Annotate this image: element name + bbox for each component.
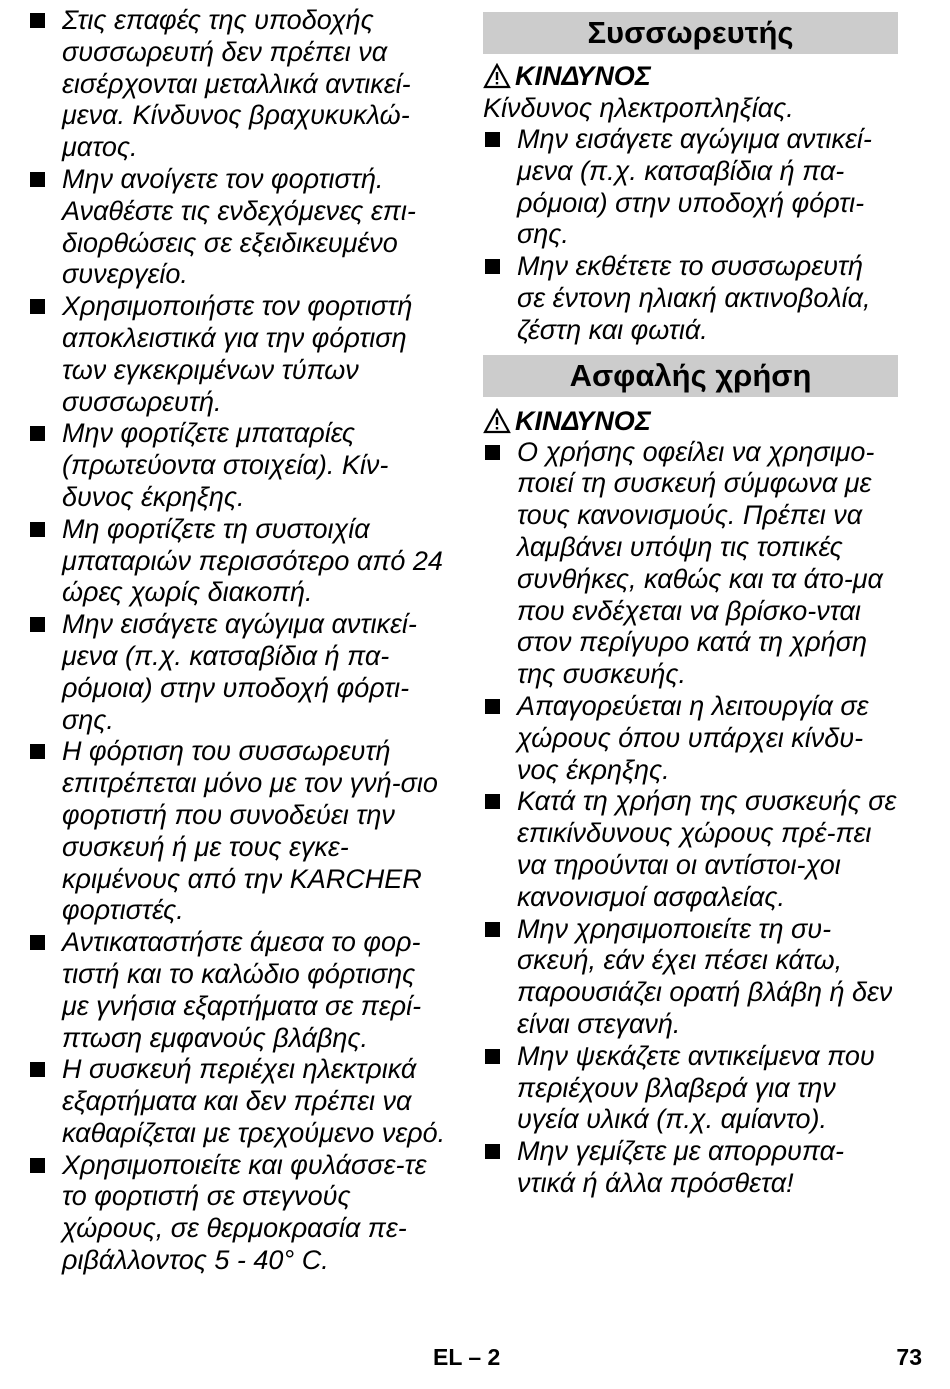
danger-label: ΚΙΝΔΥΝΟΣ bbox=[483, 405, 898, 437]
bullet-square-icon bbox=[30, 426, 45, 441]
bullet-square-icon bbox=[485, 259, 500, 274]
bullet-square-icon bbox=[30, 744, 45, 759]
danger-label: ΚΙΝΔΥΝΟΣ bbox=[483, 60, 898, 92]
bullet-square-icon bbox=[30, 1158, 45, 1173]
list-item: Μην ψεκάζετε αντικείμενα που περιέχουν βλαβερά για την υγεία υλικά (π.χ. αμίαντο). bbox=[483, 1041, 898, 1136]
bullet-square-icon bbox=[30, 13, 45, 28]
bullet-square-icon bbox=[30, 172, 45, 187]
battery-bullet-list bbox=[483, 124, 898, 347]
list-item: Κατά τη χρήση της συσκευής σε επικίνδυνους χώρους πρέ-πει να τηρούνται οι αντίστοι-χοι κανονισμοί ασφαλείας. bbox=[483, 786, 898, 913]
list-item: Μην εισάγετε αγώγιμα αντικεί-μενα (π.χ. κατσαβίδια ή πα-ρόμοια) στην υποδοχή φόρτι-σης. bbox=[483, 124, 898, 251]
bullet-square-icon bbox=[485, 1049, 500, 1064]
list-item: Η φόρτιση του συσσωρευτή επιτρέπεται μόνο με τον γνή-σιο φορτιστή που συνοδεύει την συσκευή ή με τους εγκε-κριμένους από την KARCHER φορτιστές. bbox=[28, 736, 448, 927]
bullet-square-icon bbox=[485, 445, 500, 460]
list-item: Μην φορτίζετε μπαταρίες (πρωτεύοντα στοιχεία). Κίν-δυνος έκρηξης. bbox=[28, 418, 448, 513]
list-item: Μην γεμίζετε με απορρυπα-ντικά ή άλλα πρόσθετα! bbox=[483, 1136, 898, 1200]
safe-use-bullet-list bbox=[483, 437, 898, 1200]
section-heading-battery: Συσσωρευτής bbox=[483, 12, 898, 54]
danger-intro: Κίνδυνος ηλεκτροπληξίας. bbox=[483, 93, 794, 123]
list-item: Χρησιμοποιήστε τον φορτιστή αποκλειστικά για την φόρτιση των εγκεκριμένων τύπων συσσωρευτή. bbox=[28, 291, 448, 418]
left-bullet-list bbox=[28, 5, 448, 1277]
list-item: Στις επαφές της υποδοχής συσσωρευτή δεν πρέπει να εισέρχονται μεταλλικά αντικεί-μενα. Κίνδυνος βραχυκυκλώ-ματος. bbox=[28, 5, 448, 164]
list-item: Αντικαταστήστε άμεσα το φορ-τιστή και το καλώδιο φόρτισης με γνήσια εξαρτήματα σε περί-πτωση εμφανούς βλάβης. bbox=[28, 927, 448, 1054]
page-number: 73 bbox=[896, 1344, 922, 1370]
list-item: Η συσκευή περιέχει ηλεκτρικά εξαρτήματα και δεν πρέπει να καθαρίζεται με τρεχούμενο νερό. bbox=[28, 1054, 448, 1149]
list-item: Μην ανοίγετε τον φορτιστή. Αναθέστε τις ενδεχόμενες επι-διορθώσεις σε εξειδικευμένο συνεργείο. bbox=[28, 164, 448, 291]
list-item: Μην εκθέτετε το συσσωρευτή σε έντονη ηλιακή ακτινοβολία, ζέστη και φωτιά. bbox=[483, 251, 898, 346]
bullet-square-icon bbox=[485, 922, 500, 937]
bullet-square-icon bbox=[485, 1144, 500, 1159]
left-column bbox=[28, 5, 448, 1277]
bullet-square-icon bbox=[485, 699, 500, 714]
list-item: Απαγορεύεται η λειτουργία σε χώρους όπου υπάρχει κίνδυ-νος έκρηξης. bbox=[483, 691, 898, 786]
battery-section bbox=[483, 12, 898, 347]
bullet-square-icon bbox=[30, 935, 45, 950]
list-item: Χρησιμοποιείτε και φυλάσσε-τε το φορτιστή σε στεγνούς χώρους, σε θερμοκρασία πε-ριβάλλοντος 5 - 40° C. bbox=[28, 1150, 448, 1277]
list-item: Μην εισάγετε αγώγιμα αντικεί-μενα (π.χ. κατσαβίδια ή πα-ρόμοια) στην υποδοχή φόρτι-σης. bbox=[28, 609, 448, 736]
list-item: Μην χρησιμοποιείτε τη συ-σκευή, εάν έχει πέσει κάτω, παρουσιάζει ορατή βλάβη ή δεν είναι στεγανή. bbox=[483, 914, 898, 1041]
bullet-square-icon bbox=[30, 299, 45, 314]
warning-triangle-icon bbox=[483, 63, 511, 89]
list-item: Μη φορτίζετε τη συστοιχία μπαταριών περισσότερο από 24 ώρες χωρίς διακοπή. bbox=[28, 514, 448, 609]
bullet-square-icon bbox=[30, 1062, 45, 1077]
warning-triangle-icon bbox=[483, 408, 511, 434]
bullet-square-icon bbox=[485, 794, 500, 809]
right-column bbox=[483, 12, 898, 1200]
section-heading-safe-use: Ασφαλής χρήση bbox=[483, 355, 898, 397]
bullet-square-icon bbox=[30, 617, 45, 632]
safe-use-section bbox=[483, 355, 898, 1200]
list-item: Ο χρήσης οφείλει να χρησιμο-ποιεί τη συσκευή σύμφωνα με τους κανονισμούς. Πρέπει να λαμβάνει υπόψη τις τοπικές συνθήκες, καθώς και τα άτο-μα που ενδέχεται να βρίσκο-νται στον περίγυρο κατά τη χρήση της συσκευής. bbox=[483, 437, 898, 691]
footer-section-label: EL – 2 bbox=[433, 1344, 501, 1370]
bullet-square-icon bbox=[30, 522, 45, 537]
bullet-square-icon bbox=[485, 132, 500, 147]
